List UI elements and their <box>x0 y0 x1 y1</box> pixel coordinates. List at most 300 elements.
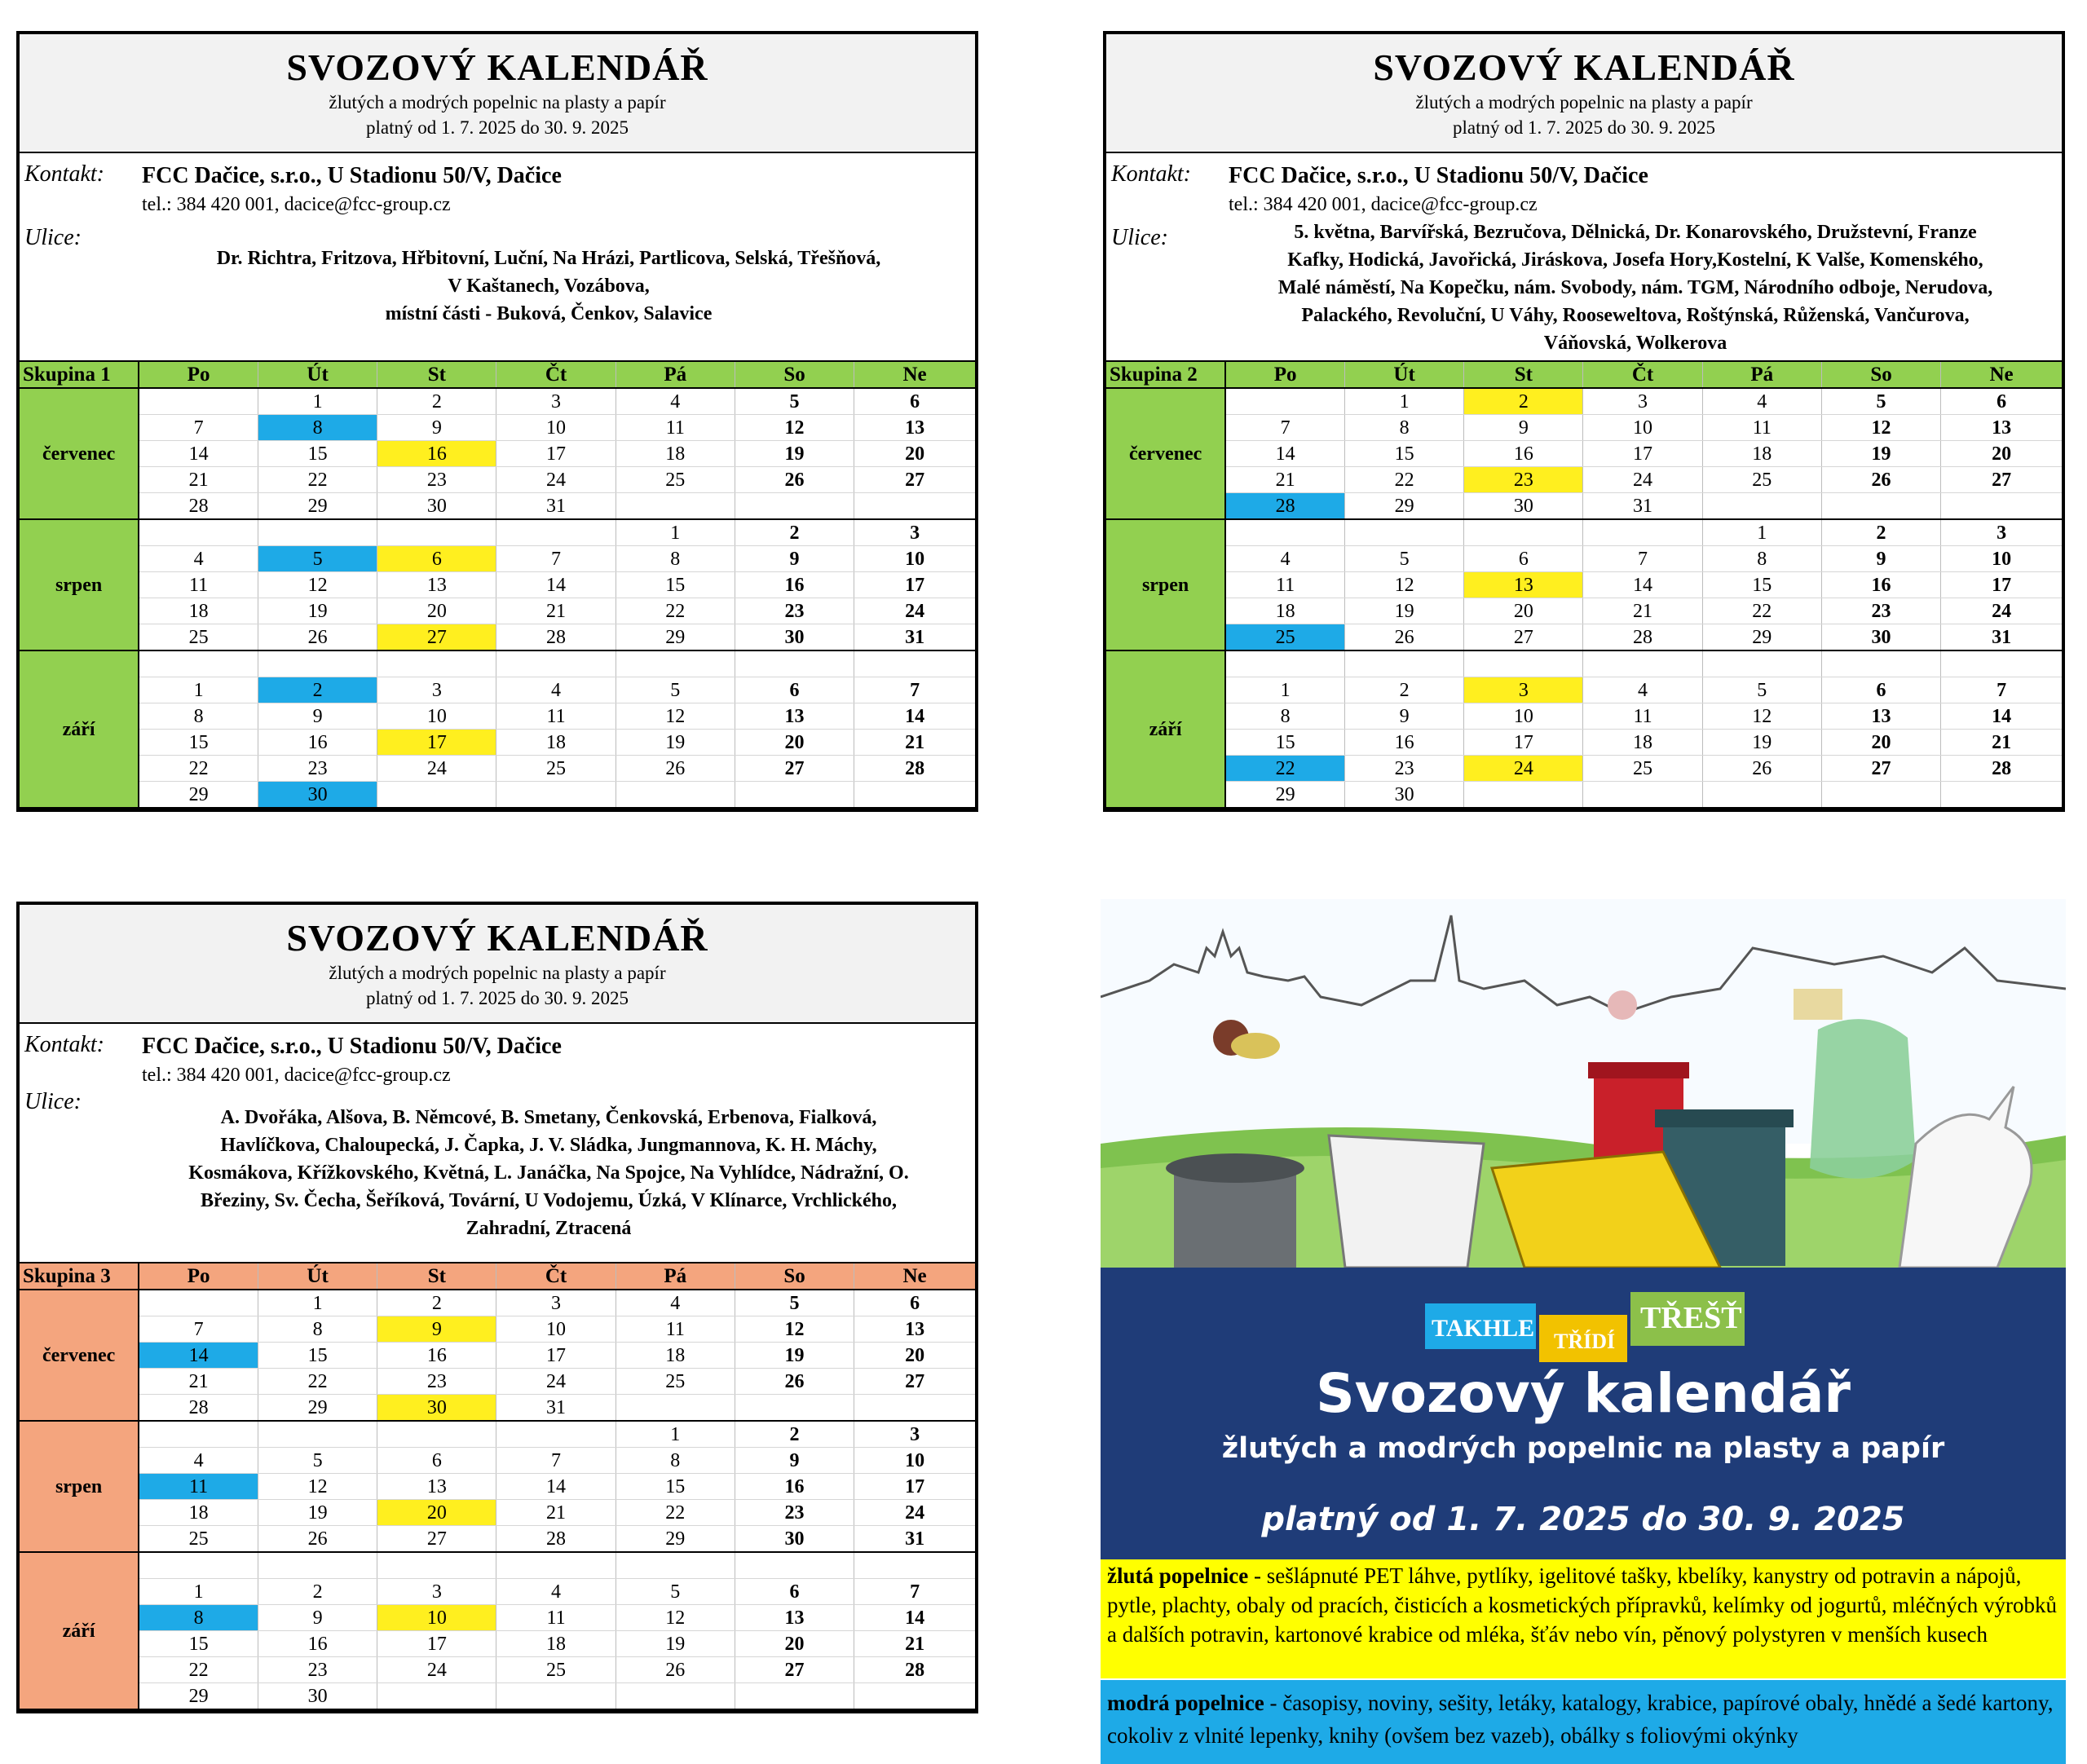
day-cell: 27 <box>377 624 496 651</box>
day-cell: 27 <box>1464 624 1583 651</box>
day-cell: 22 <box>1344 467 1463 493</box>
day-cell: 9 <box>735 1448 854 1474</box>
day-cell: 5 <box>1702 677 1821 703</box>
day-cell <box>616 493 735 520</box>
day-cell: 16 <box>258 730 377 756</box>
day-cell: 13 <box>735 703 854 730</box>
day-cell: 12 <box>258 572 377 598</box>
day-cell <box>139 388 258 415</box>
promo-subtitle: žlutých a modrých popelnic na plasty a papír <box>1221 1432 1945 1465</box>
waste-illustration <box>1101 899 2066 1268</box>
weekday-header: Út <box>258 362 377 388</box>
day-cell <box>854 493 975 520</box>
day-cell: 7 <box>139 415 258 441</box>
day-cell: 25 <box>616 1369 735 1395</box>
day-cell: 4 <box>1583 677 1702 703</box>
streets-line: 5. května, Barvířská, Bezručova, Dělnická, Dr. Konarovského, Družstevní, Franze <box>1294 222 1977 243</box>
calendar-group-2 <box>1103 31 2065 812</box>
day-cell: 6 <box>735 1579 854 1605</box>
month-label: září <box>1106 650 1225 808</box>
day-cell: 20 <box>377 1500 496 1526</box>
day-cell: 8 <box>1225 703 1344 730</box>
month-label: září <box>20 1552 139 1709</box>
day-cell: 21 <box>1583 598 1702 624</box>
calendar-grid <box>20 362 975 809</box>
day-cell: 28 <box>496 1526 616 1553</box>
day-cell: 26 <box>258 624 377 651</box>
day-cell: 27 <box>735 756 854 782</box>
day-cell: 3 <box>854 1421 975 1448</box>
day-cell: 30 <box>377 1395 496 1422</box>
day-cell <box>854 782 975 809</box>
group-label: Skupina 3 <box>20 1263 139 1290</box>
day-cell: 6 <box>377 546 496 572</box>
day-cell: 4 <box>139 546 258 572</box>
day-cell: 12 <box>258 1474 377 1500</box>
day-cell: 21 <box>854 730 975 756</box>
day-cell: 15 <box>1344 441 1463 467</box>
day-cell <box>854 1395 975 1422</box>
day-cell: 19 <box>258 598 377 624</box>
day-cell: 3 <box>1941 519 2062 546</box>
day-cell <box>616 782 735 809</box>
contact-section <box>20 153 975 362</box>
day-cell: 16 <box>1344 730 1463 756</box>
day-cell: 16 <box>377 1343 496 1369</box>
day-cell: 23 <box>377 1369 496 1395</box>
day-cell: 20 <box>1464 598 1583 624</box>
weekday-header: Čt <box>1583 362 1702 388</box>
day-cell: 22 <box>258 467 377 493</box>
month-label: červenec <box>20 388 139 519</box>
streets-line: Kosmákova, Křížkovského, Květná, L. Janáčka, Na Spojce, Na Vyhlídce, Nádražní, O. <box>188 1162 909 1184</box>
weekday-header: So <box>1821 362 1940 388</box>
day-cell: 13 <box>854 415 975 441</box>
day-cell: 4 <box>616 1290 735 1316</box>
day-cell: 15 <box>139 1631 258 1657</box>
day-cell: 2 <box>1464 388 1583 415</box>
day-cell: 11 <box>139 572 258 598</box>
day-cell: 3 <box>854 519 975 546</box>
day-cell: 15 <box>1702 572 1821 598</box>
day-cell: 21 <box>1225 467 1344 493</box>
day-cell: 29 <box>258 493 377 520</box>
weekday-header: Pá <box>616 1263 735 1290</box>
day-cell <box>377 782 496 809</box>
day-cell: 13 <box>1464 572 1583 598</box>
day-cell <box>1941 493 2062 520</box>
day-cell: 25 <box>496 1657 616 1683</box>
day-cell <box>1821 650 1940 677</box>
day-cell: 24 <box>854 1500 975 1526</box>
streets-line: místní části - Buková, Čenkov, Salavice <box>385 303 713 324</box>
streets-line: A. Dvořáka, Alšova, B. Němcové, B. Smetany, Čenkovská, Erbenova, Fialková, <box>220 1107 877 1128</box>
day-cell: 18 <box>139 1500 258 1526</box>
month-label: srpen <box>1106 519 1225 650</box>
day-cell: 24 <box>1941 598 2062 624</box>
day-cell: 24 <box>377 1657 496 1683</box>
calendar-validity: platný od 1. 7. 2025 do 30. 9. 2025 <box>1453 117 1715 138</box>
day-cell: 15 <box>258 1343 377 1369</box>
day-cell: 9 <box>258 1605 377 1631</box>
day-cell: 31 <box>854 1526 975 1553</box>
day-cell <box>377 1683 496 1710</box>
contact-phone-email: tel.: 384 420 001, dacice@fcc-group.cz <box>142 194 451 215</box>
day-cell: 10 <box>377 1605 496 1631</box>
day-cell: 15 <box>139 730 258 756</box>
company-name: FCC Dačice, s.r.o., U Stadionu 50/V, Dačice <box>142 1034 562 1059</box>
calendar-title: SVOZOVÝ KALENDÁŘ <box>1373 46 1795 88</box>
day-cell: 1 <box>616 519 735 546</box>
company-name: FCC Dačice, s.r.o., U Stadionu 50/V, Dačice <box>142 163 562 188</box>
streets-label: Ulice: <box>1111 225 1168 250</box>
day-cell: 10 <box>1464 703 1583 730</box>
calendar-subtitle: žlutých a modrých popelnic na plasty a papír <box>329 92 666 112</box>
calendar-grid <box>1106 362 2062 809</box>
day-cell: 4 <box>616 388 735 415</box>
contact-phone-email: tel.: 384 420 001, dacice@fcc-group.cz <box>142 1065 451 1086</box>
weekday-header: Po <box>1225 362 1344 388</box>
day-cell: 17 <box>377 1631 496 1657</box>
weekday-header: Út <box>1344 362 1463 388</box>
day-cell: 29 <box>616 624 735 651</box>
day-cell: 6 <box>1941 388 2062 415</box>
day-cell: 28 <box>1583 624 1702 651</box>
day-cell: 16 <box>735 1474 854 1500</box>
day-cell: 2 <box>258 1579 377 1605</box>
day-cell: 5 <box>616 677 735 703</box>
day-cell: 28 <box>1941 756 2062 782</box>
day-cell: 1 <box>139 677 258 703</box>
day-cell <box>1225 388 1344 415</box>
day-cell: 10 <box>496 1316 616 1343</box>
day-cell: 5 <box>258 1448 377 1474</box>
logo-word-tridi: TŘÍDÍ <box>1554 1330 1616 1353</box>
day-cell: 17 <box>496 441 616 467</box>
day-cell: 10 <box>1583 415 1702 441</box>
day-cell: 17 <box>1941 572 2062 598</box>
day-cell: 15 <box>258 441 377 467</box>
day-cell: 18 <box>616 1343 735 1369</box>
day-cell: 17 <box>1583 441 1702 467</box>
calendar-group-3 <box>16 902 978 1713</box>
promo-validity: platný od 1. 7. 2025 do 30. 9. 2025 <box>1261 1501 1905 1538</box>
day-cell: 6 <box>377 1448 496 1474</box>
day-cell <box>258 1421 377 1448</box>
day-cell: 8 <box>1344 415 1463 441</box>
day-cell <box>854 1683 975 1710</box>
day-cell: 7 <box>496 1448 616 1474</box>
day-cell: 30 <box>258 1683 377 1710</box>
day-cell: 4 <box>496 1579 616 1605</box>
day-cell: 10 <box>496 415 616 441</box>
day-cell <box>377 1552 496 1579</box>
streets-line: V Kaštanech, Vozábova, <box>448 276 650 297</box>
day-cell: 5 <box>1821 388 1940 415</box>
day-cell <box>496 782 616 809</box>
day-cell: 3 <box>377 677 496 703</box>
day-cell: 11 <box>139 1474 258 1500</box>
day-cell: 19 <box>1344 598 1463 624</box>
calendar-subtitle: žlutých a modrých popelnic na plasty a papír <box>1415 92 1753 112</box>
day-cell: 29 <box>616 1526 735 1553</box>
day-cell: 8 <box>258 415 377 441</box>
day-cell: 11 <box>1702 415 1821 441</box>
day-cell: 27 <box>735 1657 854 1683</box>
day-cell: 1 <box>258 1290 377 1316</box>
day-cell: 19 <box>258 1500 377 1526</box>
day-cell: 12 <box>1702 703 1821 730</box>
day-cell: 20 <box>377 598 496 624</box>
day-cell: 12 <box>735 415 854 441</box>
day-cell <box>854 1552 975 1579</box>
streets-line: Zahradní, Ztracená <box>465 1218 632 1239</box>
day-cell: 3 <box>496 388 616 415</box>
day-cell: 24 <box>377 756 496 782</box>
contact-section <box>20 1024 975 1263</box>
day-cell: 20 <box>854 1343 975 1369</box>
day-cell: 14 <box>496 572 616 598</box>
day-cell: 18 <box>139 598 258 624</box>
day-cell: 17 <box>496 1343 616 1369</box>
day-cell: 22 <box>1225 756 1344 782</box>
day-cell <box>1583 519 1702 546</box>
day-cell: 22 <box>1702 598 1821 624</box>
day-cell: 8 <box>616 1448 735 1474</box>
day-cell <box>735 650 854 677</box>
day-cell <box>735 1683 854 1710</box>
streets-line: Kafky, Hodická, Javořická, Jiráskova, Josefa Hory,Kostelní, K Valše, Komenského, <box>1287 249 1983 271</box>
day-cell <box>1821 782 1940 809</box>
streets-line: Březiny, Sv. Čecha, Šeříková, Tovární, U Vodojemu, Úzká, V Klínarce, Vrchlického, <box>200 1190 898 1211</box>
day-cell: 14 <box>854 1605 975 1631</box>
weekday-header: Po <box>139 362 258 388</box>
day-cell: 16 <box>1821 572 1940 598</box>
day-cell: 25 <box>139 1526 258 1553</box>
day-cell: 22 <box>616 598 735 624</box>
day-cell: 17 <box>854 572 975 598</box>
promo-title: Svozový kalendář <box>1316 1362 1851 1425</box>
day-cell <box>496 1683 616 1710</box>
day-cell: 8 <box>139 703 258 730</box>
day-cell: 17 <box>854 1474 975 1500</box>
day-cell: 7 <box>139 1316 258 1343</box>
streets-list <box>134 1104 964 1242</box>
day-cell: 21 <box>496 1500 616 1526</box>
day-cell: 10 <box>377 703 496 730</box>
day-cell <box>377 650 496 677</box>
day-cell <box>735 1395 854 1422</box>
blue-bin-label: modrá popelnice <box>1107 1691 1264 1715</box>
day-cell <box>139 1290 258 1316</box>
weekday-header: St <box>377 362 496 388</box>
day-cell: 16 <box>377 441 496 467</box>
day-cell: 20 <box>735 1631 854 1657</box>
day-cell: 29 <box>139 1683 258 1710</box>
calendar-validity: platný od 1. 7. 2025 do 30. 9. 2025 <box>366 988 629 1008</box>
yellow-bin-text: - sešlápnuté PET láhve, pytlíky, igelitové tašky, kbelíky, kanystry od potravin a nápojů, pytle, plachty, obaly od pracích, čisticích a kosmetických přípravků, kelímky od jogurtů, mléčných výrobků a dalších potravin, kartonové krabice od mléka, šťáv nebo vín, pěnový polystyren v menších kusech <box>1107 1563 2057 1647</box>
streets-line: Malé náměstí, Na Kopečku, nám. Svobody, nám. TGM, Národního odboje, Nerudova, <box>1277 277 1993 298</box>
day-cell: 15 <box>616 1474 735 1500</box>
day-cell: 21 <box>496 598 616 624</box>
day-cell: 2 <box>1344 677 1463 703</box>
day-cell <box>1464 650 1583 677</box>
calendar-header <box>20 905 975 1024</box>
company-name: FCC Dačice, s.r.o., U Stadionu 50/V, Dačice <box>1229 163 1648 188</box>
day-cell: 2 <box>735 519 854 546</box>
day-cell: 18 <box>1583 730 1702 756</box>
calendar-grid <box>20 1263 975 1710</box>
weekday-header: So <box>735 1263 854 1290</box>
day-cell: 8 <box>1702 546 1821 572</box>
day-cell: 16 <box>1464 441 1583 467</box>
day-cell: 28 <box>496 624 616 651</box>
day-cell <box>616 650 735 677</box>
day-cell: 10 <box>1941 546 2062 572</box>
day-cell <box>496 650 616 677</box>
day-cell: 18 <box>1225 598 1344 624</box>
day-cell: 7 <box>854 1579 975 1605</box>
day-cell: 28 <box>854 1657 975 1683</box>
day-cell: 4 <box>496 677 616 703</box>
logo-word-trest: TŘEŠŤ <box>1640 1301 1742 1335</box>
day-cell: 26 <box>735 1369 854 1395</box>
day-cell: 6 <box>854 1290 975 1316</box>
day-cell: 6 <box>1821 677 1940 703</box>
day-cell: 3 <box>1464 677 1583 703</box>
day-cell: 28 <box>139 493 258 520</box>
day-cell: 10 <box>854 546 975 572</box>
yellow-bin-info <box>1101 1559 2066 1678</box>
illustration-svg <box>1101 899 2066 1268</box>
day-cell: 31 <box>1583 493 1702 520</box>
day-cell <box>258 1552 377 1579</box>
day-cell: 19 <box>735 1343 854 1369</box>
day-cell: 7 <box>1225 415 1344 441</box>
day-cell: 8 <box>258 1316 377 1343</box>
day-cell: 22 <box>139 756 258 782</box>
day-cell: 31 <box>1941 624 2062 651</box>
month-label: červenec <box>1106 388 1225 519</box>
day-cell: 6 <box>854 388 975 415</box>
day-cell: 30 <box>377 493 496 520</box>
day-cell: 25 <box>139 624 258 651</box>
weekday-header: Ne <box>1941 362 2062 388</box>
day-cell: 3 <box>377 1579 496 1605</box>
contact-label: Kontakt: <box>1111 161 1191 187</box>
day-cell <box>139 650 258 677</box>
day-cell: 19 <box>735 441 854 467</box>
day-cell: 12 <box>616 703 735 730</box>
day-cell: 22 <box>616 1500 735 1526</box>
day-cell: 5 <box>616 1579 735 1605</box>
month-label: září <box>20 650 139 808</box>
day-cell: 24 <box>496 1369 616 1395</box>
day-cell <box>496 519 616 546</box>
day-cell: 11 <box>496 703 616 730</box>
day-cell: 9 <box>377 415 496 441</box>
day-cell <box>1583 650 1702 677</box>
day-cell <box>496 1552 616 1579</box>
day-cell: 20 <box>1941 441 2062 467</box>
calendar-header <box>1106 34 2062 153</box>
day-cell: 24 <box>854 598 975 624</box>
day-cell: 21 <box>854 1631 975 1657</box>
day-cell: 18 <box>1702 441 1821 467</box>
day-cell <box>258 650 377 677</box>
day-cell: 23 <box>1464 467 1583 493</box>
day-cell <box>1464 519 1583 546</box>
day-cell: 28 <box>1225 493 1344 520</box>
day-cell <box>1225 650 1344 677</box>
day-cell: 3 <box>1583 388 1702 415</box>
contact-label: Kontakt: <box>24 1032 104 1057</box>
day-cell <box>139 1552 258 1579</box>
day-cell: 11 <box>496 1605 616 1631</box>
day-cell: 9 <box>1821 546 1940 572</box>
takhle-trisi-tresh-logo <box>1425 1292 1745 1368</box>
contact-section <box>1106 153 2062 362</box>
day-cell: 23 <box>735 1500 854 1526</box>
day-cell: 24 <box>496 467 616 493</box>
day-cell <box>1702 650 1821 677</box>
day-cell: 1 <box>1344 388 1463 415</box>
day-cell: 4 <box>1225 546 1344 572</box>
day-cell: 13 <box>854 1316 975 1343</box>
day-cell: 12 <box>616 1605 735 1631</box>
day-cell: 31 <box>496 493 616 520</box>
weekday-header: So <box>735 362 854 388</box>
weekday-header: St <box>1464 362 1583 388</box>
day-cell: 24 <box>1464 756 1583 782</box>
month-label: červenec <box>20 1290 139 1421</box>
day-cell: 14 <box>1225 441 1344 467</box>
day-cell: 2 <box>377 1290 496 1316</box>
day-cell <box>1583 782 1702 809</box>
weekday-header: Po <box>139 1263 258 1290</box>
day-cell <box>139 519 258 546</box>
day-cell: 29 <box>1225 782 1344 809</box>
weekday-header: Čt <box>496 362 616 388</box>
day-cell: 14 <box>1941 703 2062 730</box>
group-label: Skupina 2 <box>1106 362 1225 388</box>
day-cell <box>377 519 496 546</box>
day-cell: 5 <box>1344 546 1463 572</box>
day-cell: 15 <box>1225 730 1344 756</box>
day-cell: 14 <box>1583 572 1702 598</box>
day-cell <box>377 1421 496 1448</box>
day-cell <box>1941 782 2062 809</box>
day-cell <box>258 519 377 546</box>
day-cell <box>496 1421 616 1448</box>
day-cell <box>1821 493 1940 520</box>
day-cell: 9 <box>1464 415 1583 441</box>
day-cell: 30 <box>735 624 854 651</box>
day-cell: 21 <box>139 467 258 493</box>
calendar-header <box>20 34 975 153</box>
day-cell: 25 <box>616 467 735 493</box>
day-cell: 2 <box>258 677 377 703</box>
day-cell: 1 <box>1225 677 1344 703</box>
weekday-header: Ne <box>854 362 975 388</box>
day-cell: 8 <box>616 546 735 572</box>
month-label: srpen <box>20 1421 139 1552</box>
streets-list <box>1220 218 2050 357</box>
day-cell: 7 <box>496 546 616 572</box>
day-cell: 26 <box>616 1657 735 1683</box>
day-cell: 13 <box>1821 703 1940 730</box>
day-cell: 30 <box>1821 624 1940 651</box>
